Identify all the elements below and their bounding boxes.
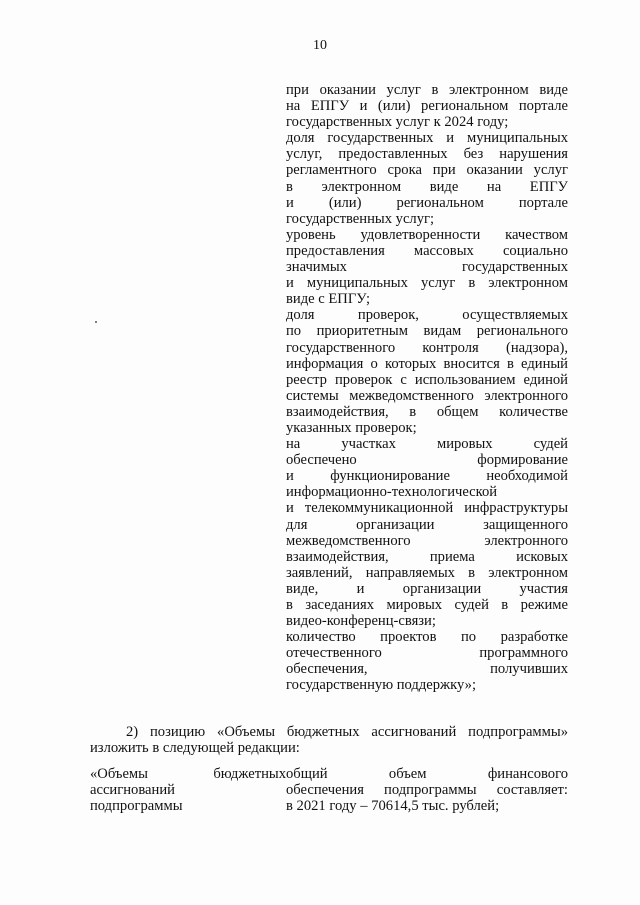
text-line: реестр проверок с использованием единой [286,371,568,388]
text-line: и (или) региональном портале [286,194,568,211]
text-line: на участках мировых судей [286,436,568,453]
text-line: информация о которых вносится в единый [286,355,568,372]
table-cell-value: в 2021 году – 70614,5 тыс. рублей; [286,798,500,815]
text-line: услуг, предоставленных без нарушения [286,146,568,163]
text-line: в заседаниях мировых судей в режиме [286,597,568,613]
text-line: заявлений, направляемых в электронном [286,564,568,581]
text-line: регламентного срока при оказании услуг [286,162,568,179]
text-line: предоставления массовых социально [286,242,568,259]
table-cell-value: обеспечения подпрограммы составляет: [286,782,568,799]
text-line: доля государственных и муниципальных [286,130,568,147]
indicator-text-column [286,82,568,694]
text-line: и муниципальных услуг в электронном [286,275,568,292]
page-number: 10 [313,38,327,53]
table-cell-label: «Объемы бюджетных [90,766,286,782]
text-line: государственных услуг; [286,210,435,227]
text-line: указанных проверок; [286,419,417,436]
text-line: государственных услуг к 2024 году; [286,114,509,131]
text-line: межведомственного электронного [286,532,568,549]
table-cell-value: общий объем финансового [286,766,568,782]
budget-table [90,766,568,814]
text-line: в электронном виде на ЕПГУ [286,178,568,195]
table-cell-label: ассигнований [90,782,175,799]
text-line: государственного контроля (надзора), [286,339,568,356]
text-line: информационно-технологической [286,484,498,501]
text-line: взаимодействия, в общем количестве [286,403,568,420]
text-line: количество проектов по разработке [286,629,568,646]
text-line: на ЕПГУ и (или) региональном портале [286,98,568,115]
text-line: виде с ЕПГУ; [286,291,371,308]
text-line: системы межведомственного электронного [286,387,568,404]
text-line: виде, и организации участия [286,580,568,597]
text-line: государственную поддержку»; [286,677,477,694]
text-line: обеспечено формирование [286,452,568,469]
amendment-line: изложить в следующей редакции: [90,740,300,757]
text-line: взаимодействия, приема исковых [286,548,568,565]
text-line: для организации защищенного [286,516,568,533]
text-line: по приоритетным видам регионального [286,323,568,340]
text-line: отечественного программного [286,645,568,662]
text-line: при оказании услуг в электронном виде [286,82,568,98]
text-line: видео-конференц-связи; [286,613,436,630]
text-line: обеспечения, получивших [286,661,568,678]
text-line: уровень удовлетворенности качеством [286,226,568,243]
table-row [90,782,568,798]
scan-speck [95,321,97,323]
table-row [90,766,568,782]
amendment-line: 2) позицию «Объемы бюджетных ассигнований подпрограммы» [126,724,568,740]
table-row [90,798,568,814]
text-line: доля проверок, осуществляемых [286,307,568,324]
text-line: и функционирование необходимой [286,468,568,485]
text-line: значимых государственных [286,259,568,276]
amendment-paragraph [90,724,568,756]
text-line: и телекоммуникационной инфраструктуры [286,500,568,517]
table-cell-label: подпрограммы [90,798,183,815]
